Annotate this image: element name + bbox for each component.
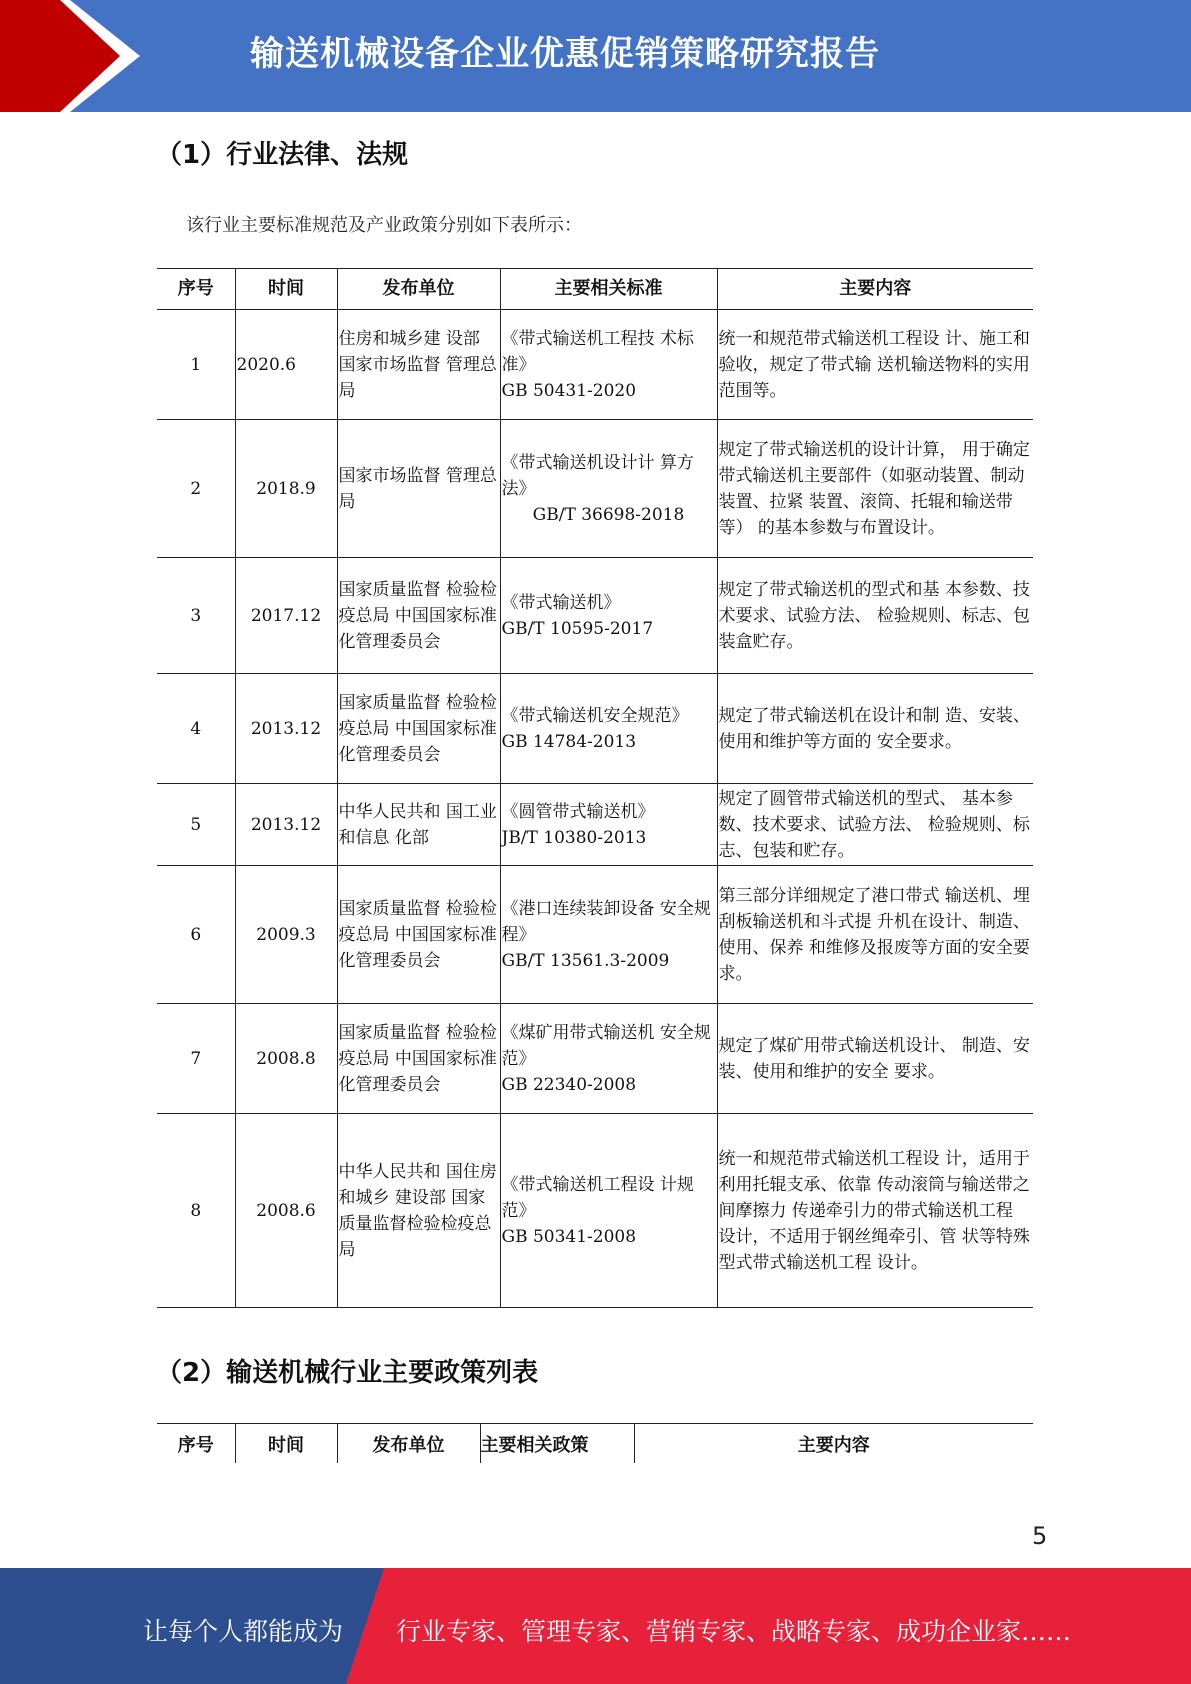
section2-heading: （2）输送机械行业主要政策列表 [156, 1358, 539, 1388]
row-issuer: 国家质量监督 检验检疫总局 中国国家标准 化管理委员会 [337, 674, 500, 784]
standard-name: 《煤矿用带式输送机 安全规范》 [501, 1022, 711, 1069]
col-header-time: 时间 [235, 269, 337, 310]
row-standard [500, 1004, 717, 1114]
header-arrow-decoration [0, 0, 160, 112]
row-standard [500, 310, 717, 420]
standard-name: 《圆管带式输送机》 [501, 801, 655, 822]
row-standard [500, 420, 717, 558]
table-row [157, 558, 1033, 674]
table-row [157, 1004, 1033, 1114]
row-issuer: 国家市场监督 管理总局 [337, 420, 500, 558]
standard-code: GB/T 13561.3-2009 [501, 950, 670, 971]
header-banner [0, 0, 1191, 112]
col-header-no: 序号 [157, 269, 235, 310]
row-number: 7 [157, 1004, 235, 1114]
row-standard [500, 866, 717, 1004]
row-number: 3 [157, 558, 235, 674]
row-content: 规定了带式输送机的设计计算， 用于确定带式输送机主要部件（如驱动装置、制动装置、拉紧 装置、滚筒、托辊和输送带等） 的基本参数与布置设计。 [717, 420, 1033, 558]
standard-name: 《带式输送机工程设 计规范》 [501, 1174, 694, 1221]
row-issuer: 住房和城乡建 设部 国家市场监督 管理总局 [337, 310, 500, 420]
row-content: 统一和规范带式输送机工程设 计、施工和验收，规定了带式输 送机输送物料的实用范围等。 [717, 310, 1033, 420]
row-number: 4 [157, 674, 235, 784]
row-standard [500, 558, 717, 674]
row-time: 2009.3 [235, 866, 337, 1004]
row-issuer: 国家质量监督 检验检疫总局 中国国家标准化管理委员会 [337, 558, 500, 674]
standard-code: GB/T 10595-2017 [501, 618, 654, 639]
row-time: 2018.9 [235, 420, 337, 558]
standard-code: GB/T 36698-2018 [532, 504, 685, 525]
row-time: 2008.8 [235, 1004, 337, 1114]
row-issuer: 国家质量监督 检验检疫总局 中国国家标准 化管理委员会 [337, 866, 500, 1004]
row-content: 规定了带式输送机在设计和制 造、安装、使用和维护等方面的 安全要求。 [717, 674, 1033, 784]
policy-col-header-issuer: 发布单位 [337, 1424, 480, 1464]
section1-intro: 该行业主要标准规范及产业政策分别如下表所示： [186, 215, 582, 236]
row-standard [500, 784, 717, 866]
standard-name: 《带式输送机》 [501, 592, 621, 613]
row-issuer: 中华人民共和 国工业和信息 化部 [337, 784, 500, 866]
table-row [157, 420, 1033, 558]
row-number: 6 [157, 866, 235, 1004]
col-header-issuer: 发布单位 [337, 269, 500, 310]
row-time: 2020.6 [235, 310, 337, 420]
standard-code: GB 14784-2013 [501, 731, 637, 752]
table-row [157, 310, 1033, 420]
table-row [157, 674, 1033, 784]
row-time: 2017.12 [235, 558, 337, 674]
standard-name: 《带式输送机工程技 术标准》 [501, 328, 694, 375]
row-standard [500, 674, 717, 784]
policy-col-header-no: 序号 [157, 1424, 235, 1464]
row-content: 规定了圆管带式输送机的型式、 基本参数、技术要求、试验方法、 检验规则、标志、包装和贮存。 [717, 784, 1033, 866]
footer-banner [0, 1568, 1191, 1684]
row-content: 第三部分详细规定了港口带式 输送机、埋刮板输送机和斗式提 升机在设计、制造、使用、保养 和维修及报废等方面的安全要 求。 [717, 866, 1033, 1004]
col-header-standard: 主要相关标准 [500, 269, 717, 310]
standards-table-header [157, 269, 1033, 310]
table-row [157, 866, 1033, 1004]
row-content: 统一和规范带式输送机工程设 计，适用于利用托辊支承、依靠 传动滚筒与输送带之间摩擦力 传递牵引力的带式输送机工程 设计，不适用于钢丝绳牵引、管 状等特殊型式带式输送机工程 设计。 [717, 1114, 1033, 1308]
row-content: 规定了煤矿用带式输送机设计、 制造、安装、使用和维护的安全 要求。 [717, 1004, 1033, 1114]
standard-name: 《港口连续装卸设备 安全规程》 [501, 898, 711, 945]
row-number: 2 [157, 420, 235, 558]
footer-slogan-right: 行业专家、管理专家、营销专家、战略专家、成功企业家…… [396, 1617, 1072, 1646]
standard-code: GB 50431-2020 [501, 380, 637, 401]
policy-col-header-time: 时间 [235, 1424, 337, 1464]
standard-code: GB 22340-2008 [501, 1074, 637, 1095]
standard-name: 《带式输送机安全规范》 [501, 705, 689, 726]
row-number: 1 [157, 310, 235, 420]
row-issuer: 中华人民共和 国住房和城乡 建设部 国家质量监督检验检疫总局 [337, 1114, 500, 1308]
standard-code: GB 50341-2008 [501, 1226, 637, 1247]
row-content: 规定了带式输送机的型式和基 本参数、技术要求、试验方法、 检验规则、标志、包装盒贮存。 [717, 558, 1033, 674]
page-number: 5 [1032, 1522, 1048, 1550]
policy-table [157, 1423, 1033, 1463]
policy-table-header [157, 1424, 1033, 1464]
row-standard [500, 1114, 717, 1308]
row-time: 2008.6 [235, 1114, 337, 1308]
standard-code: JB/T 10380-2013 [501, 827, 647, 848]
standard-name: 《带式输送机设计计 算方法》 [501, 452, 694, 499]
row-time: 2013.12 [235, 784, 337, 866]
row-number: 5 [157, 784, 235, 866]
section1-heading: （1）行业法律、法规 [156, 140, 409, 170]
footer-slogan-left: 让每个人都能成为 [143, 1617, 344, 1646]
table-row [157, 784, 1033, 866]
policy-col-header-content: 主要内容 [634, 1424, 1033, 1464]
standards-table [157, 268, 1033, 1308]
col-header-content: 主要内容 [717, 269, 1033, 310]
table-row [157, 1114, 1033, 1308]
policy-col-header-policy: 主要相关政策 [480, 1424, 634, 1464]
report-title: 输送机械设备企业优惠促销策略研究报告 [250, 34, 880, 74]
row-time: 2013.12 [235, 674, 337, 784]
row-issuer: 国家质量监督 检验检疫总局 中国国家标准 化管理委员会 [337, 1004, 500, 1114]
row-number: 8 [157, 1114, 235, 1308]
